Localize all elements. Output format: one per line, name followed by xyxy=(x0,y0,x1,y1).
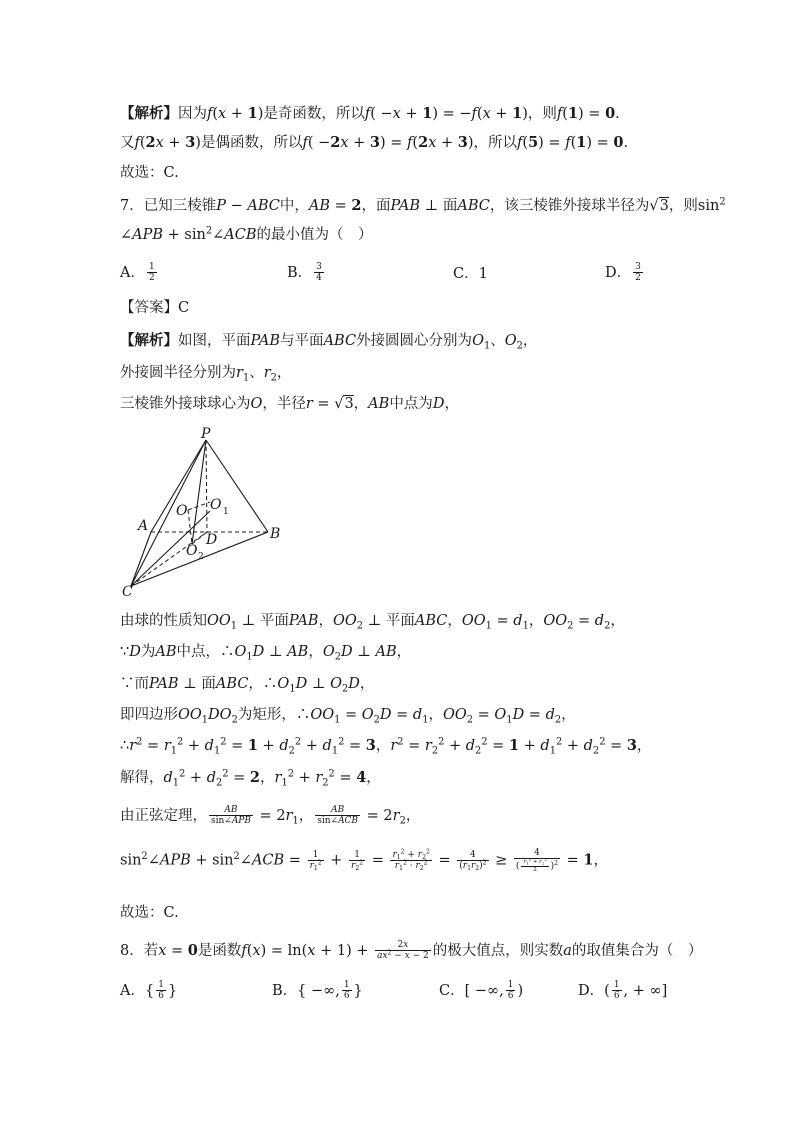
text: A． xyxy=(120,264,145,281)
text: ， xyxy=(610,613,625,629)
label-o2: O xyxy=(186,543,198,559)
text: 、 xyxy=(490,333,505,349)
solution-7-line-9: 解得，$d_1^2 + d_2^2 = 2$，$r_1^2 + r_2^2 = 4$， xyxy=(120,768,381,789)
text: 7．已知三棱锥 xyxy=(120,198,217,214)
text: 面 xyxy=(201,676,216,692)
choice-line-2: 故选：C. xyxy=(120,905,179,921)
text: ，面 xyxy=(361,198,391,214)
fraction: $\frac{1}{r_1^2}$ xyxy=(309,849,322,873)
tetrahedron-figure xyxy=(118,424,298,599)
fraction: $\frac{1}{6}$ xyxy=(343,980,350,1002)
text: ，则 xyxy=(527,106,557,122)
text: ，半径 xyxy=(262,396,306,412)
den: 2 xyxy=(148,273,155,284)
fraction: $\frac{r_1^2 + r_2^2}{r_1^2 \cdot r_2^2}$ xyxy=(392,848,430,873)
text: 由球的性质知 xyxy=(120,613,207,629)
den: 4 xyxy=(316,273,322,284)
solution-7-line-10: 由正弦定理， $\frac{AB}{\text{sin∠APB}}$ = $2r_1$， $\frac{AB}{\text{sin∠ACB}}$ = $2r_2$， xyxy=(120,805,421,827)
option-7d[interactable] xyxy=(605,262,645,284)
solution-7-line-5: ∵D为AB中点，$\therefore O_1D$ ⊥ AB，$O_2D$ ⊥ AB， xyxy=(120,644,412,663)
text: ， xyxy=(353,396,369,412)
text: B． xyxy=(272,982,298,999)
answer-line: 【答案】C xyxy=(120,300,190,316)
fraction xyxy=(147,262,157,284)
option-7b[interactable] xyxy=(287,262,326,284)
text: 与平面 xyxy=(280,333,324,349)
text: 的最小值为（ ） xyxy=(256,227,373,243)
option-8c[interactable]: C．[ −∞, $\frac{1}{6}$ ) xyxy=(439,980,524,1002)
text: 中， xyxy=(279,198,309,214)
text: 因为 xyxy=(178,106,207,122)
solution-7-line-6: ∵而PAB ⊥ 面ABC，$\therefore O_1D$ ⊥ $O_2D$， xyxy=(120,676,375,695)
fraction: 4 ( $\frac{r_1^2 + r_2^2}{2}$ )$^2$ xyxy=(515,848,559,873)
option-8d[interactable]: D．( $\frac{1}{6}$ , + ∞] xyxy=(578,980,668,1002)
text: 、 xyxy=(249,365,264,381)
fraction: $\frac{1}{6}$ xyxy=(613,980,620,1002)
option-8b[interactable]: B．{ −∞, $\frac{1}{6}$ } xyxy=(272,980,363,1002)
text: 面 xyxy=(442,198,458,214)
label-o1: O xyxy=(210,497,222,513)
text: 又 xyxy=(120,135,135,151)
option-7a[interactable] xyxy=(120,262,159,284)
label-o2-sub: 2 xyxy=(198,552,204,562)
text: 外接圆半径分别为 xyxy=(120,365,236,381)
text: ， xyxy=(298,807,314,824)
fraction: $\frac{2x}{ax^2 - x - 2}$ xyxy=(377,940,429,962)
text: 如图，平面 xyxy=(178,333,251,349)
solution-line-1: 【解析】因为f(x + 1)是奇函数，所以f( −x + 1) = −f(x + 1)，则f(1) = 0. xyxy=(120,105,620,122)
text: 即四边形 xyxy=(120,707,178,723)
fraction: $\frac{AB}{\text{sin∠ACB}}$ xyxy=(317,805,359,827)
fraction: $\frac{1}{6}$ xyxy=(158,980,164,1002)
analysis-tag: 【解析】 xyxy=(120,332,178,349)
text: ，则 xyxy=(668,198,698,214)
text: 为矩形，∴ xyxy=(237,707,311,723)
text: 由正弦定理， xyxy=(120,807,207,824)
text: 中点，∴ xyxy=(176,644,235,660)
solution-line-2: 又f(2x + 3)是偶函数，所以f( −2x + 3) = f(2x + 3)，所以f(5) = f(1) = 0. xyxy=(120,134,629,151)
den: 2 xyxy=(635,273,641,284)
text: 是函数 xyxy=(197,942,242,959)
num: 1 xyxy=(148,262,155,272)
question-7: 7．已知三棱锥P − ABC中，AB = 2，面PAB ⊥ 面ABC，该三棱锥外接球半径为√3，则$\sin^2$ xyxy=(120,196,726,214)
label-d: D xyxy=(206,532,218,548)
analysis-tag: 【解析】 xyxy=(120,105,178,122)
text: A． xyxy=(120,982,145,999)
solution-7-line-3: 三棱锥外接球球心为O，半径r = √3，AB中点为D， xyxy=(120,396,459,412)
text: 平面 xyxy=(259,613,289,629)
num: 3 xyxy=(635,262,641,272)
text: 解得， xyxy=(120,770,164,786)
text: 为 xyxy=(140,644,156,660)
text: 是偶函数，所以 xyxy=(200,135,303,151)
question-8: 8．若x = 0是函数f(x) = ln(x + 1) + $\frac{2x}{ax^2 - x - 2}$ 的极大值点，则实数a的取值集合为（ ） xyxy=(120,940,703,962)
solution-7-line-11: $\sin^2\angle APB$ + $\sin^2\angle ACB$ = $\frac{1}{r_1^2}$ + $\frac{1}{r_2^2}$ = $\frac{r_1^2 + r_2^2}{r_1^2 \cdot r_2^2}$ = $\frac{4}{(r_1r_2)^2}$ ≥ 4 ( $\frac{r_1^2 + r_2^2}{2}$ )$^2$ = 1， xyxy=(120,848,608,873)
solution-7-line-8: $\therefore r^2 = r_1^2 + d_1^2 = 1 + d_2^2 + d_1^2 = 3$，$r^2 = r_2^2 + d_2^2 = 1 + d_1^2 + d_2^2 = 3$， xyxy=(120,736,652,757)
text: ∵ xyxy=(120,644,130,660)
label-o: O xyxy=(176,503,188,519)
label-p: P xyxy=(201,426,211,442)
fraction xyxy=(314,262,324,284)
fraction: $\frac{1}{r_2^2}$ xyxy=(351,849,364,873)
text: 三棱锥外接球球心为 xyxy=(120,396,251,412)
text: ，∴ xyxy=(248,676,278,692)
label-b: B xyxy=(270,526,281,542)
text: 是奇函数，所以 xyxy=(263,106,365,122)
text: 的取值集合为（ ） xyxy=(571,942,703,959)
fraction: $\frac{4}{(r_1r_2)^2}$ xyxy=(459,849,487,873)
solution-7-line-4: 由球的性质知$OO_1$ ⊥ 平面PAB，$OO_2$ ⊥ 平面ABC，$OO_1 = d_1$，$OO_2 = d_2$， xyxy=(120,613,625,632)
label-o1-sub: 1 xyxy=(223,507,229,517)
text: 外接圆圆心分别为 xyxy=(356,333,473,349)
text: D． xyxy=(605,264,632,281)
text: ∴ xyxy=(120,738,130,754)
option-7c[interactable]: C．1 xyxy=(453,266,488,282)
text: D． xyxy=(578,982,605,999)
text: 的极大值点，则实数 xyxy=(432,942,564,959)
fraction xyxy=(633,262,643,284)
text: ∵而 xyxy=(120,676,149,692)
num: 3 xyxy=(316,262,322,272)
label-c: C xyxy=(122,584,133,599)
text: ，所以 xyxy=(473,135,518,151)
fraction: $\frac{1}{6}$ xyxy=(507,980,514,1002)
label-a: A xyxy=(138,518,149,534)
text: 中点为 xyxy=(389,396,433,412)
solution-7-line-2: 外接圆半径分别为$r_1$、$r_2$， xyxy=(120,365,292,384)
solution-7-line-7: 即四边形$OO_1DO_2$为矩形，$\therefore OO_1 = O_2D = d_1$，$OO_2 = O_1D = d_2$， xyxy=(120,707,576,726)
text: ，该三棱锥外接球半径为 xyxy=(489,198,650,214)
text: 8．若 xyxy=(120,942,159,959)
choice-line: 故选：C. xyxy=(120,165,179,181)
text: C． xyxy=(439,982,465,999)
solution-7-line-1: 【解析】如图，平面PAB与平面ABC外接圆圆心分别为$O_1$、$O_2$， xyxy=(120,332,538,352)
question-7-cont: ∠APB + $\sin^2\angle ACB$的最小值为（ ） xyxy=(120,225,373,243)
fraction: $\frac{AB}{\text{sin∠APB}}$ xyxy=(211,805,251,827)
text: B． xyxy=(287,264,313,281)
option-8a[interactable]: A．{ $\frac{1}{6}$ } xyxy=(120,980,178,1002)
